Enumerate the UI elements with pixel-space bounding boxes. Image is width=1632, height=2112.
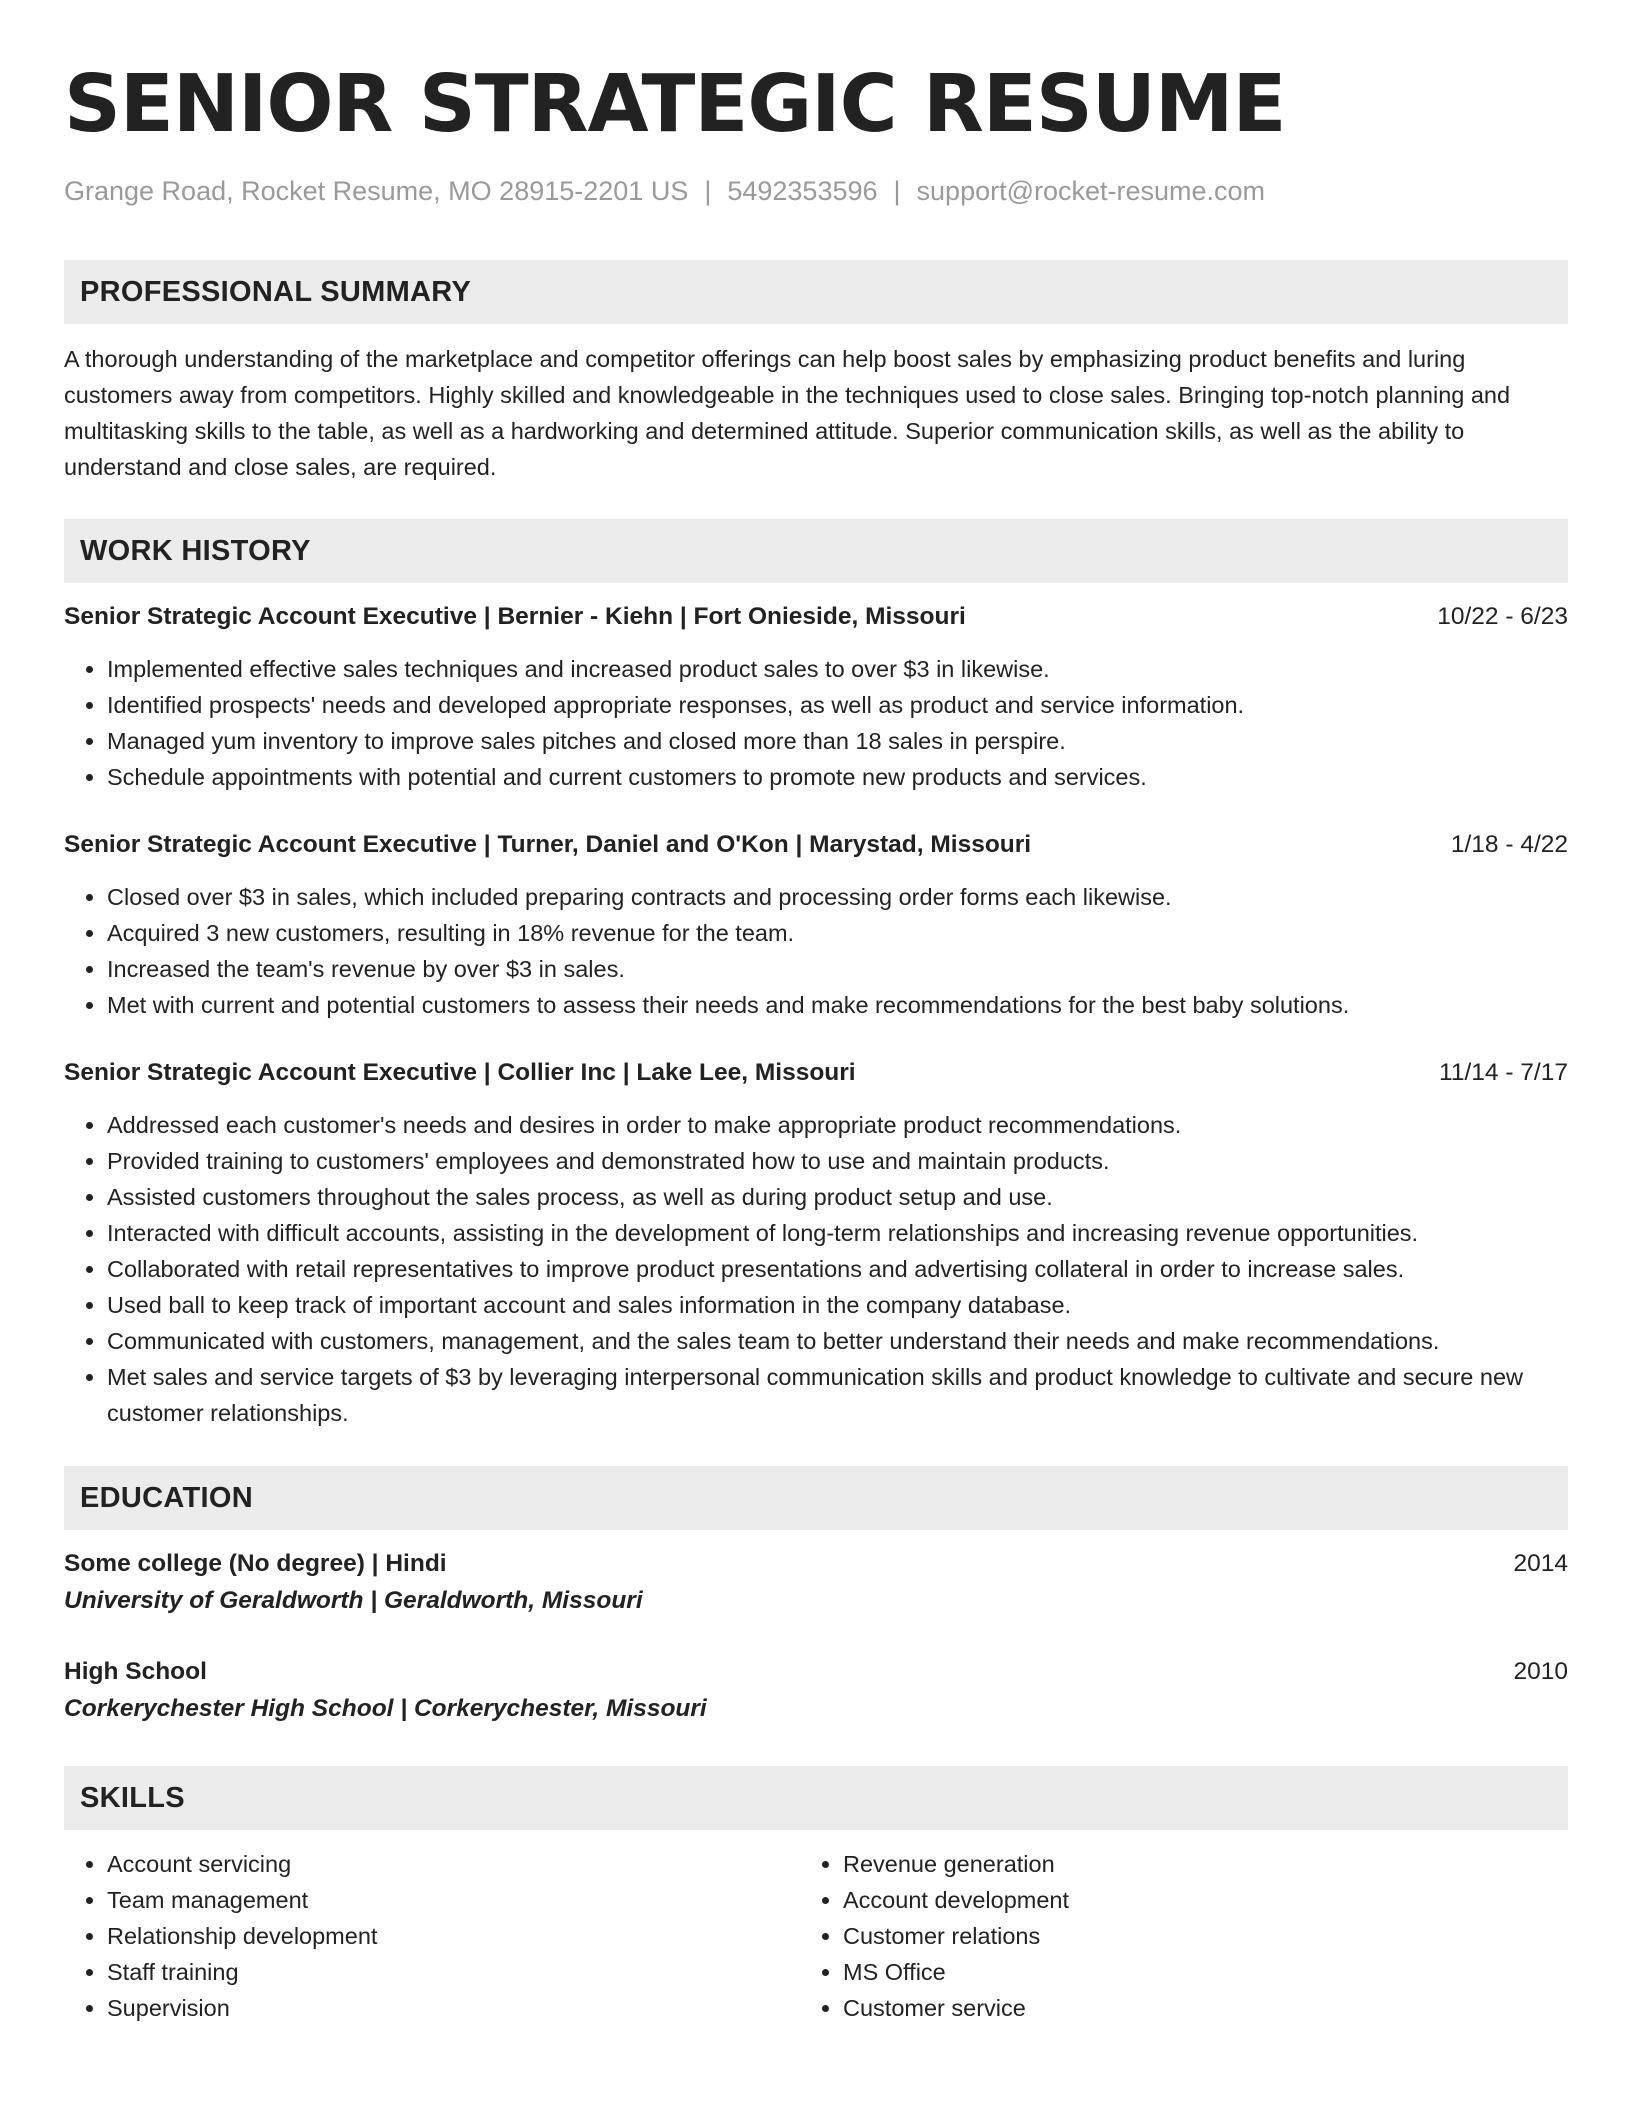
job-bullet: • Acquired 3 new customers, resulting in 18% revenue for the team. [107,915,1568,951]
skills-column-right [800,1846,1536,2026]
skill-item: • Supervision [107,1990,800,2026]
job-dates: 11/14 - 7/17 [1439,1059,1568,1086]
job-header [64,1055,1568,1091]
job-title: Senior Strategic Account Executive | Turner, Daniel and O'Kon | Marystad, Missouri [64,831,1032,858]
job-bullet: • Closed over $3 in sales, which included preparing contracts and processing order forms each likewise. [107,879,1568,915]
education-degree: High School [64,1658,207,1685]
resume-name: SENIOR STRATEGIC RESUME [64,58,1286,150]
contact-line [64,174,1568,208]
skill-item: • Relationship development [107,1918,800,1954]
education-degree: Some college (No degree) | Hindi [64,1550,447,1577]
contact-phone: 5492353596 [727,176,878,206]
skill-item: • Customer relations [843,1918,1536,1954]
section-heading-summary: PROFESSIONAL SUMMARY [64,260,1568,324]
job-bullet-list [64,879,1568,1023]
contact-email: support@rocket-resume.com [916,176,1266,206]
job-bullet: • Identified prospects' needs and developed appropriate responses, as well as product and service information. [107,687,1568,723]
job-bullet: • Assisted customers throughout the sales process, as well as during product setup and use. [107,1179,1568,1215]
skills-list [800,1846,1536,2026]
education-school: University of Geraldworth | Geraldworth, Missouri [64,1587,643,1614]
job-bullet: • Implemented effective sales techniques and increased product sales to over $3 in likewise. [107,651,1568,687]
skill-item: • Customer service [843,1990,1536,2026]
skills-column-left [64,1846,800,2026]
job-title: Senior Strategic Account Executive | Bernier - Kiehn | Fort Onieside, Missouri [64,603,966,630]
job-bullet-list [64,1107,1568,1431]
job-bullet: • Communicated with customers, management, and the sales team to better understand their needs and make recommendations. [107,1323,1568,1359]
skills-list [64,1846,800,2026]
job-bullet: • Interacted with difficult accounts, assisting in the development of long-term relationships and increasing revenue opportunities. [107,1215,1568,1251]
job-bullet-list [64,651,1568,795]
job-entry [64,827,1568,1023]
contact-separator: | [704,176,712,206]
job-bullet: • Schedule appointments with potential and current customers to promote new products and services. [107,759,1568,795]
education-year: 2010 [1513,1658,1568,1685]
job-bullet: • Addressed each customer's needs and desires in order to make appropriate product recommendations. [107,1107,1568,1143]
section-heading-work-history: WORK HISTORY [64,519,1568,583]
skill-item: • Revenue generation [843,1846,1536,1882]
skill-item: • Account development [843,1882,1536,1918]
section-heading-skills: SKILLS [64,1766,1568,1830]
job-entry [64,1055,1568,1431]
education-entry [64,1654,1568,1728]
job-entry [64,599,1568,795]
education-school: Corkerychester High School | Corkerychester, Missouri [64,1695,707,1722]
education-header [64,1546,1568,1582]
job-bullet: • Used ball to keep track of important account and sales information in the company database. [107,1287,1568,1323]
job-bullet: • Collaborated with retail representatives to improve product presentations and advertising collateral in order to increase sales. [107,1251,1568,1287]
section-heading-education: EDUCATION [64,1466,1568,1530]
skill-item: • Account servicing [107,1846,800,1882]
skills-columns [64,1846,1568,2026]
skill-item: • MS Office [843,1954,1536,1990]
job-bullet: • Managed yum inventory to improve sales pitches and closed more than 18 sales in perspire. [107,723,1568,759]
skill-item: • Team management [107,1882,800,1918]
job-bullet: • Increased the team's revenue by over $3 in sales. [107,951,1568,987]
education-entry [64,1546,1568,1620]
education-year: 2014 [1513,1550,1568,1577]
job-header [64,827,1568,863]
education-header [64,1654,1568,1690]
job-dates: 10/22 - 6/23 [1437,603,1568,630]
summary-text: A thorough understanding of the marketplace and competitor offerings can help boost sales by emphasizing product benefits and luring customers away from competitors. Highly skilled and knowledgeable in the techniques used to close sales. Bringing top-notch planning and multitasking skills to the table, as well as a hardworking and determined attitude. Superior communication skills, as well as the ability to understand and close sales, are required. [64,346,1511,480]
job-header [64,599,1568,635]
contact-separator: | [893,176,901,206]
job-bullet: • Met with current and potential customers to assess their needs and make recommendations for the best baby solutions. [107,987,1568,1023]
skill-item: • Staff training [107,1954,800,1990]
job-bullet: • Provided training to customers' employees and demonstrated how to use and maintain products. [107,1143,1568,1179]
job-title: Senior Strategic Account Executive | Collier Inc | Lake Lee, Missouri [64,1059,856,1086]
contact-address: Grange Road, Rocket Resume, MO 28915-2201 US [64,176,689,206]
job-bullet: • Met sales and service targets of $3 by leveraging interpersonal communication skills and product knowledge to cultivate and secure new customer relationships. [107,1359,1568,1431]
job-dates: 1/18 - 4/22 [1450,831,1568,858]
